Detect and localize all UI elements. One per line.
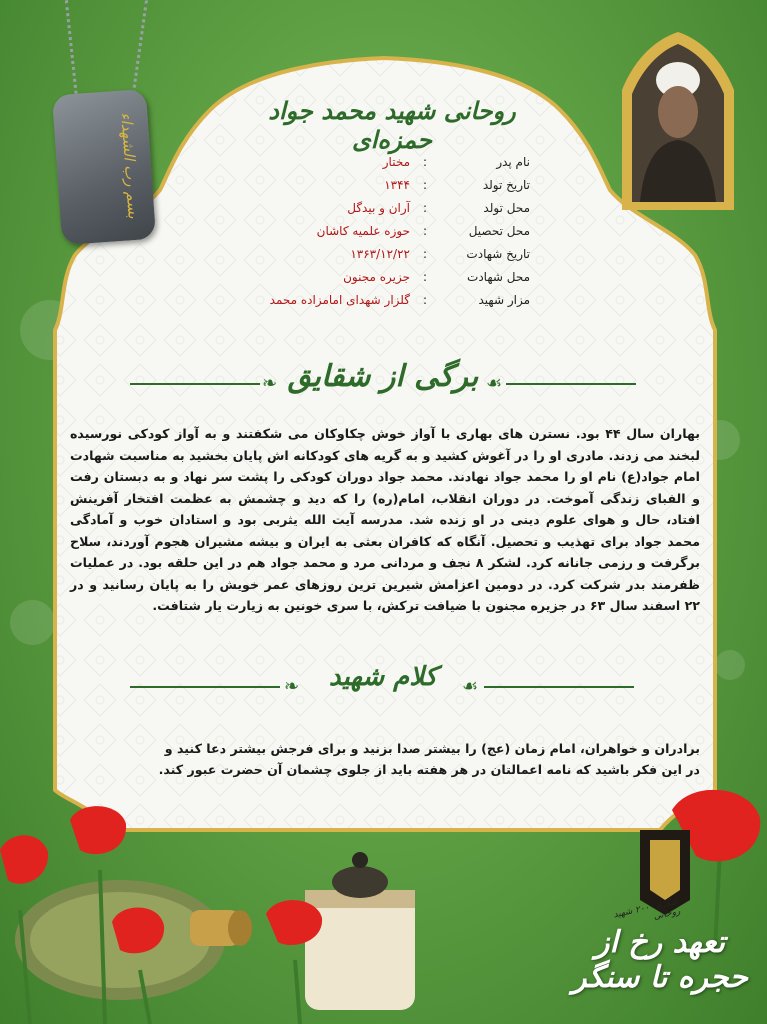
- info-label: تاریخ تولد: [482, 177, 530, 192]
- info-colon: :: [422, 200, 428, 215]
- dogtag-text: بسم رب الشهداء: [117, 111, 143, 219]
- portrait-photo: [614, 30, 742, 210]
- info-row: [230, 150, 530, 173]
- divider: [506, 383, 636, 385]
- info-row: [230, 219, 530, 242]
- divider: [484, 686, 634, 688]
- info-colon: :: [422, 246, 428, 261]
- divider: [130, 383, 260, 385]
- info-label: محل شهادت: [467, 269, 530, 284]
- info-value: جزیره مجنون: [343, 269, 410, 284]
- org-name: کنگره ۲۰۰۰ شهید روحانی: [612, 896, 682, 923]
- page-title: روحانی شهید محمد جواد حمزه‌ای: [268, 96, 516, 154]
- info-value: حوزه علمیه کاشان: [316, 223, 410, 238]
- bio-heading: [0, 355, 767, 411]
- info-row: [230, 242, 530, 265]
- info-value: ۱۳۴۴: [384, 177, 410, 192]
- info-value: آران و بیدگل: [347, 200, 410, 215]
- info-table: [230, 150, 530, 311]
- info-colon: :: [422, 223, 428, 238]
- info-colon: :: [422, 177, 428, 192]
- ornament-icon: ☙: [462, 676, 479, 697]
- info-value: ۱۳۶۳/۱۲/۲۲: [350, 246, 410, 261]
- info-label: تاریخ شهادت: [466, 246, 530, 261]
- info-row: [230, 265, 530, 288]
- grenade-icon: [305, 852, 415, 1010]
- info-label: مزار شهید: [478, 292, 530, 307]
- info-colon: :: [422, 292, 428, 307]
- info-label: محل تحصیل: [468, 223, 530, 238]
- slogan: تعهد رخ از حجره تا سنگر: [572, 925, 748, 995]
- quote-heading-text: کلام شهید: [328, 662, 438, 692]
- ornament-icon: ☙: [486, 373, 503, 394]
- quote-text: برادران و خواهران، امام زمان (عج) را بیشتر صدا بزنید و برای فرجش بیشتر دعا کنید و در این فکر باشید که نامه اعمالتان در هر هفته باید از جلوی چشمان آن حضرت عبور کند.: [158, 741, 700, 777]
- dogtag-icon: [52, 89, 156, 245]
- info-label: نام پدر: [496, 154, 530, 169]
- quote-heading: [0, 658, 767, 714]
- info-row: [230, 288, 530, 311]
- bio-text: بهاران سال ۴۴ بود. نسترن های بهاری با آواز خوش چکاوکان می شکفتند و به آواز کودکی نورسیده لبخند می زدند. مادری او را در آغوش کشید و به گریه های کودکانه اش پایان بخشید به مناسبت شهادت امام جواد(ع) نام او را محمد جواد نهادند. محمد جواد دوران کودکی را پشت سر نهاد و به دبستان رفت و الفبای زندگی آموخت. در دوران انقلاب، امام(ره) را که دید و چشمش به عظمت افتخار آفرینش افتاد، حال و هوای علوم دینی در او زنده شد. مدرسه آیت الله یثربی بود و استادان خوب و آمادگی محمد جواد برای تهذیب و تحصیل. آنگاه که کافران بعثی به ایران و بیشه مشیران هجوم آوردند، سلاح برگرفت و رزمی جانانه کرد. لشکر ۸ نجف و مردانی مرد و محمد جواد هم در این حلقه بود. در عملیات ظفرمند بدر شرکت کرد. در دومین اعزامش شیرین ترین روزهای عمر خویش را به پایان رسانید و در ۲۲ اسفند سال ۶۳ در جزیره مجنون با ضیافت ترکش، با سری خونین به زیارت یار شتافت.: [70, 426, 700, 613]
- ornament-icon: ❧: [284, 676, 300, 697]
- divider: [130, 686, 280, 688]
- ornament-icon: ❧: [262, 373, 278, 394]
- info-value: مختار: [382, 154, 410, 169]
- info-row: [230, 173, 530, 196]
- info-value: گلزار شهدای امامزاده محمد: [269, 292, 410, 307]
- info-label: محل تولد: [483, 200, 530, 215]
- info-colon: :: [422, 269, 428, 284]
- info-row: [230, 196, 530, 219]
- info-colon: :: [422, 154, 428, 169]
- bio-heading-text: برگی از شقایق: [287, 359, 479, 394]
